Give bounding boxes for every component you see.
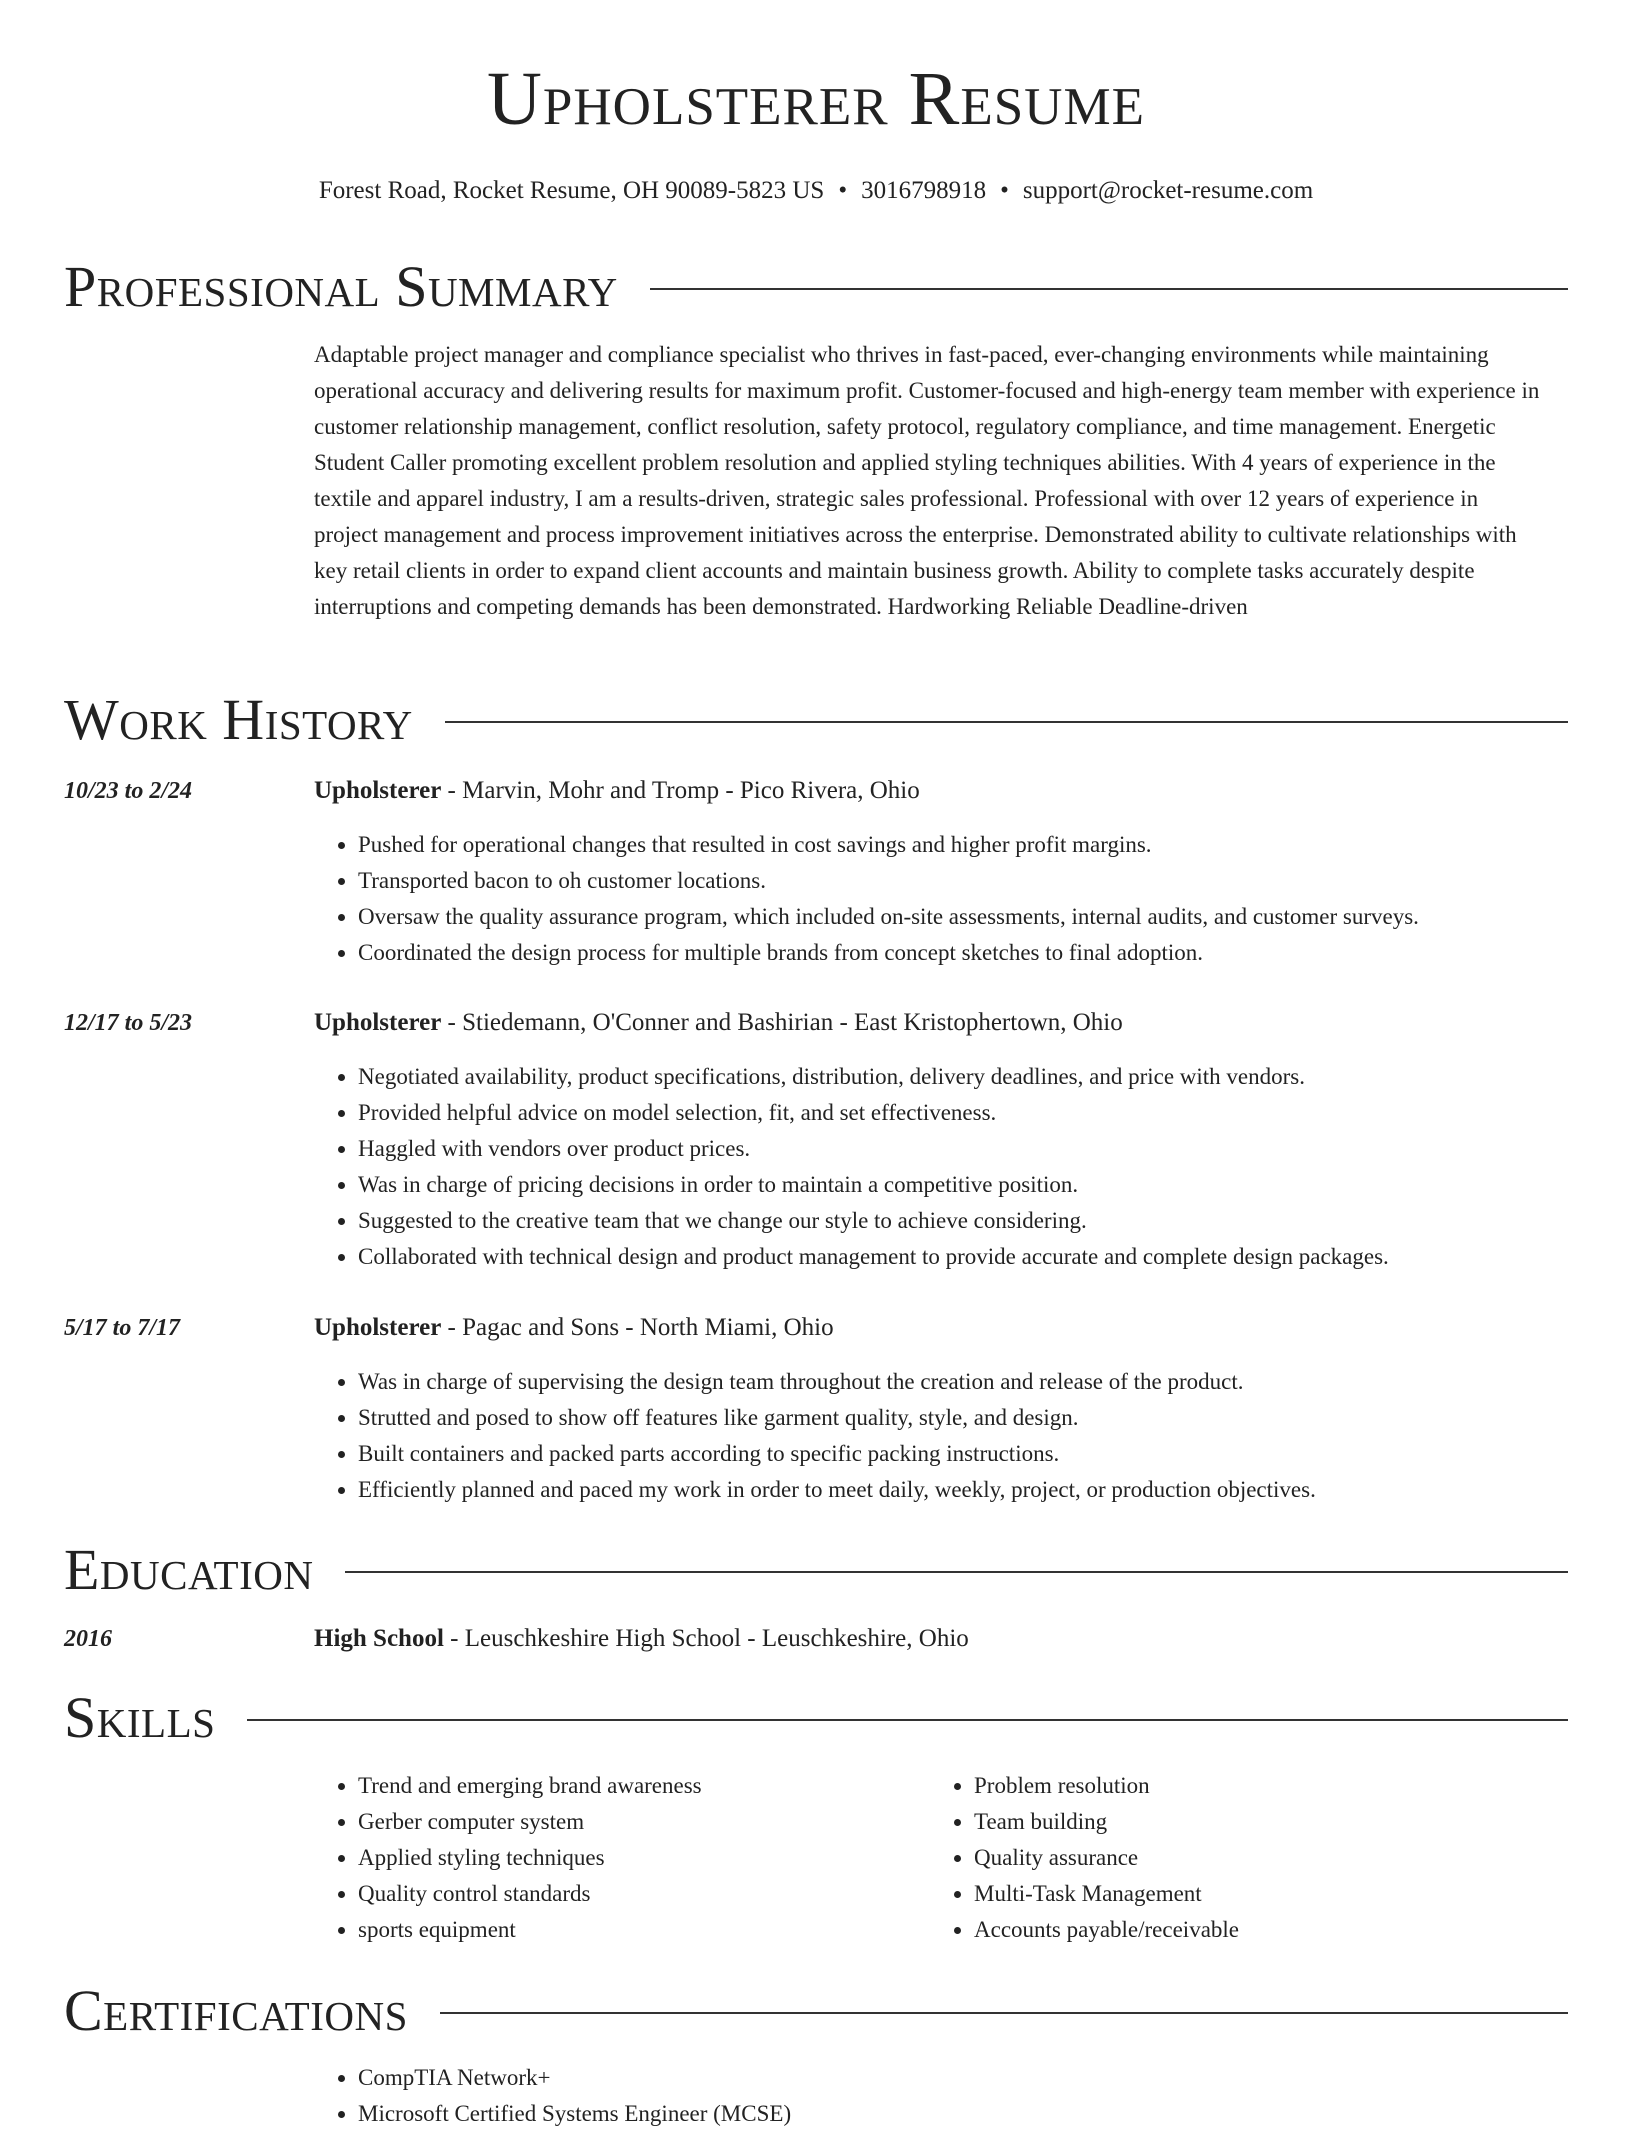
list-item: • Built containers and packed parts according to specific packing instructions. — [358, 1436, 1618, 1472]
education-degree: High School — [314, 1625, 444, 1652]
list-item: • Quality assurance — [974, 1840, 1574, 1876]
list-item: • Pushed for operational changes that resulted in cost savings and higher profit margins. — [358, 827, 1618, 863]
list-item: • Multi-Task Management — [974, 1876, 1574, 1912]
skills-section-header — [64, 1685, 1568, 1750]
list-item: • sports equipment — [358, 1912, 918, 1948]
job-heading — [314, 775, 920, 807]
list-item: • CompTIA Network+ — [358, 2060, 1618, 2096]
list-item: • Negotiated availability, product specifications, distribution, delivery deadlines, and price with vendors. — [358, 1059, 1618, 1095]
skills-list-right — [930, 1768, 1574, 1948]
list-item: • Collaborated with technical design and product management to provide accurate and complete design packages. — [358, 1239, 1618, 1275]
education-entry — [314, 1623, 969, 1655]
list-item: • Coordinated the design process for multiple brands from concept sketches to final adoption. — [358, 935, 1618, 971]
list-item: • Haggled with vendors over product prices. — [358, 1131, 1618, 1167]
list-item: • Accounts payable/receivable — [974, 1912, 1574, 1948]
list-item: • Transported bacon to oh customer locations. — [358, 863, 1618, 899]
contact-phone: 3016798918 — [861, 177, 987, 204]
education-year: 2016 — [64, 1626, 112, 1652]
work-section-header — [64, 687, 1568, 752]
job-dates: 12/17 to 5/23 — [64, 1010, 193, 1036]
certifications-section-header — [64, 1978, 1568, 2043]
list-item: • Gerber computer system — [358, 1804, 918, 1840]
section-divider — [345, 1571, 1568, 1573]
job-bullets — [314, 1364, 1618, 1508]
list-item: • Was in charge of supervising the design team throughout the creation and release of the product. — [358, 1364, 1618, 1400]
section-heading-skills: Skills — [64, 1685, 216, 1750]
separator-dot: • — [838, 177, 848, 204]
job-dates: 5/17 to 7/17 — [64, 1315, 181, 1341]
section-divider — [247, 1719, 1568, 1721]
skills-list-left — [314, 1768, 918, 1948]
list-item: • Provided helpful advice on model selection, fit, and set effectiveness. — [358, 1095, 1618, 1131]
job-heading — [314, 1312, 834, 1344]
job-title: Upholsterer — [314, 1314, 442, 1341]
list-item: • Problem resolution — [974, 1768, 1574, 1804]
section-heading-work: Work History — [64, 687, 413, 752]
section-divider — [440, 2012, 1568, 2014]
list-item: • Trend and emerging brand awareness — [358, 1768, 918, 1804]
job-employer: - Pagac and Sons - North Miami, Ohio — [441, 1314, 834, 1341]
job-employer: - Marvin, Mohr and Tromp - Pico Rivera, Ohio — [441, 777, 920, 804]
list-item: • Microsoft Certified Systems Engineer (MCSE) — [358, 2096, 1618, 2132]
education-school: - Leuschkeshire High School - Leuschkeshire, Ohio — [443, 1625, 969, 1652]
summary-text: Adaptable project manager and compliance specialist who thrives in fast-paced, ever-changing environments while maintaining operational accuracy and delivering results for maximum profit. Customer-focused and high-energy team member with experience in customer relationship management, conflict resolution, safety protocol, regulatory compliance, and time management. Energetic Student Caller promoting excellent problem resolution and applied styling techniques abilities. With 4 years of experience in the textile and apparel industry, I am a results-driven, strategic sales professional. Professional with over 12 years of experience in project management and process improvement initiatives across the enterprise. Demonstrated ability to cultivate relationships with key retail clients in order to expand client accounts and maintain business growth. Ability to complete tasks accurately despite interruptions and competing demands has been demonstrated. Hardworking Reliable Deadline-driven — [314, 342, 1540, 619]
section-divider — [650, 288, 1568, 290]
separator-dot: • — [1000, 177, 1009, 204]
section-heading-summary: Professional Summary — [64, 254, 618, 319]
job-heading — [314, 1007, 1123, 1039]
education-section-header — [64, 1537, 1568, 1602]
list-item: • Team building — [974, 1804, 1574, 1840]
list-item: • Suggested to the creative team that we change our style to achieve considering. — [358, 1203, 1618, 1239]
summary-section-header — [64, 254, 1568, 319]
contact-email: support@rocket-resume.com — [1022, 177, 1314, 204]
job-bullets — [314, 1059, 1618, 1275]
job-title: Upholsterer — [314, 777, 442, 804]
section-divider — [445, 721, 1568, 723]
contact-address: Forest Road, Rocket Resume, OH 90089-5823 US — [318, 177, 825, 204]
job-title: Upholsterer — [314, 1009, 442, 1036]
list-item: • Was in charge of pricing decisions in order to maintain a competitive position. — [358, 1167, 1618, 1203]
resume-title: Upholsterer Resume — [487, 57, 1145, 141]
certifications-list — [314, 2060, 1618, 2132]
job-dates: 10/23 to 2/24 — [64, 778, 193, 804]
list-item: • Strutted and posed to show off features like garment quality, style, and design. — [358, 1400, 1618, 1436]
list-item: • Applied styling techniques — [358, 1840, 918, 1876]
section-heading-education: Education — [64, 1537, 314, 1602]
job-employer: - Stiedemann, O'Conner and Bashirian - East Kristophertown, Ohio — [441, 1009, 1123, 1036]
list-item: • Oversaw the quality assurance program, which included on-site assessments, internal audits, and customer surveys. — [358, 899, 1618, 935]
section-heading-certifications: Certifications — [64, 1978, 408, 2043]
job-bullets — [314, 827, 1618, 971]
list-item: • Efficiently planned and paced my work in order to meet daily, weekly, project, or production objectives. — [358, 1472, 1618, 1508]
list-item: • Quality control standards — [358, 1876, 918, 1912]
contact-line — [0, 174, 1632, 208]
